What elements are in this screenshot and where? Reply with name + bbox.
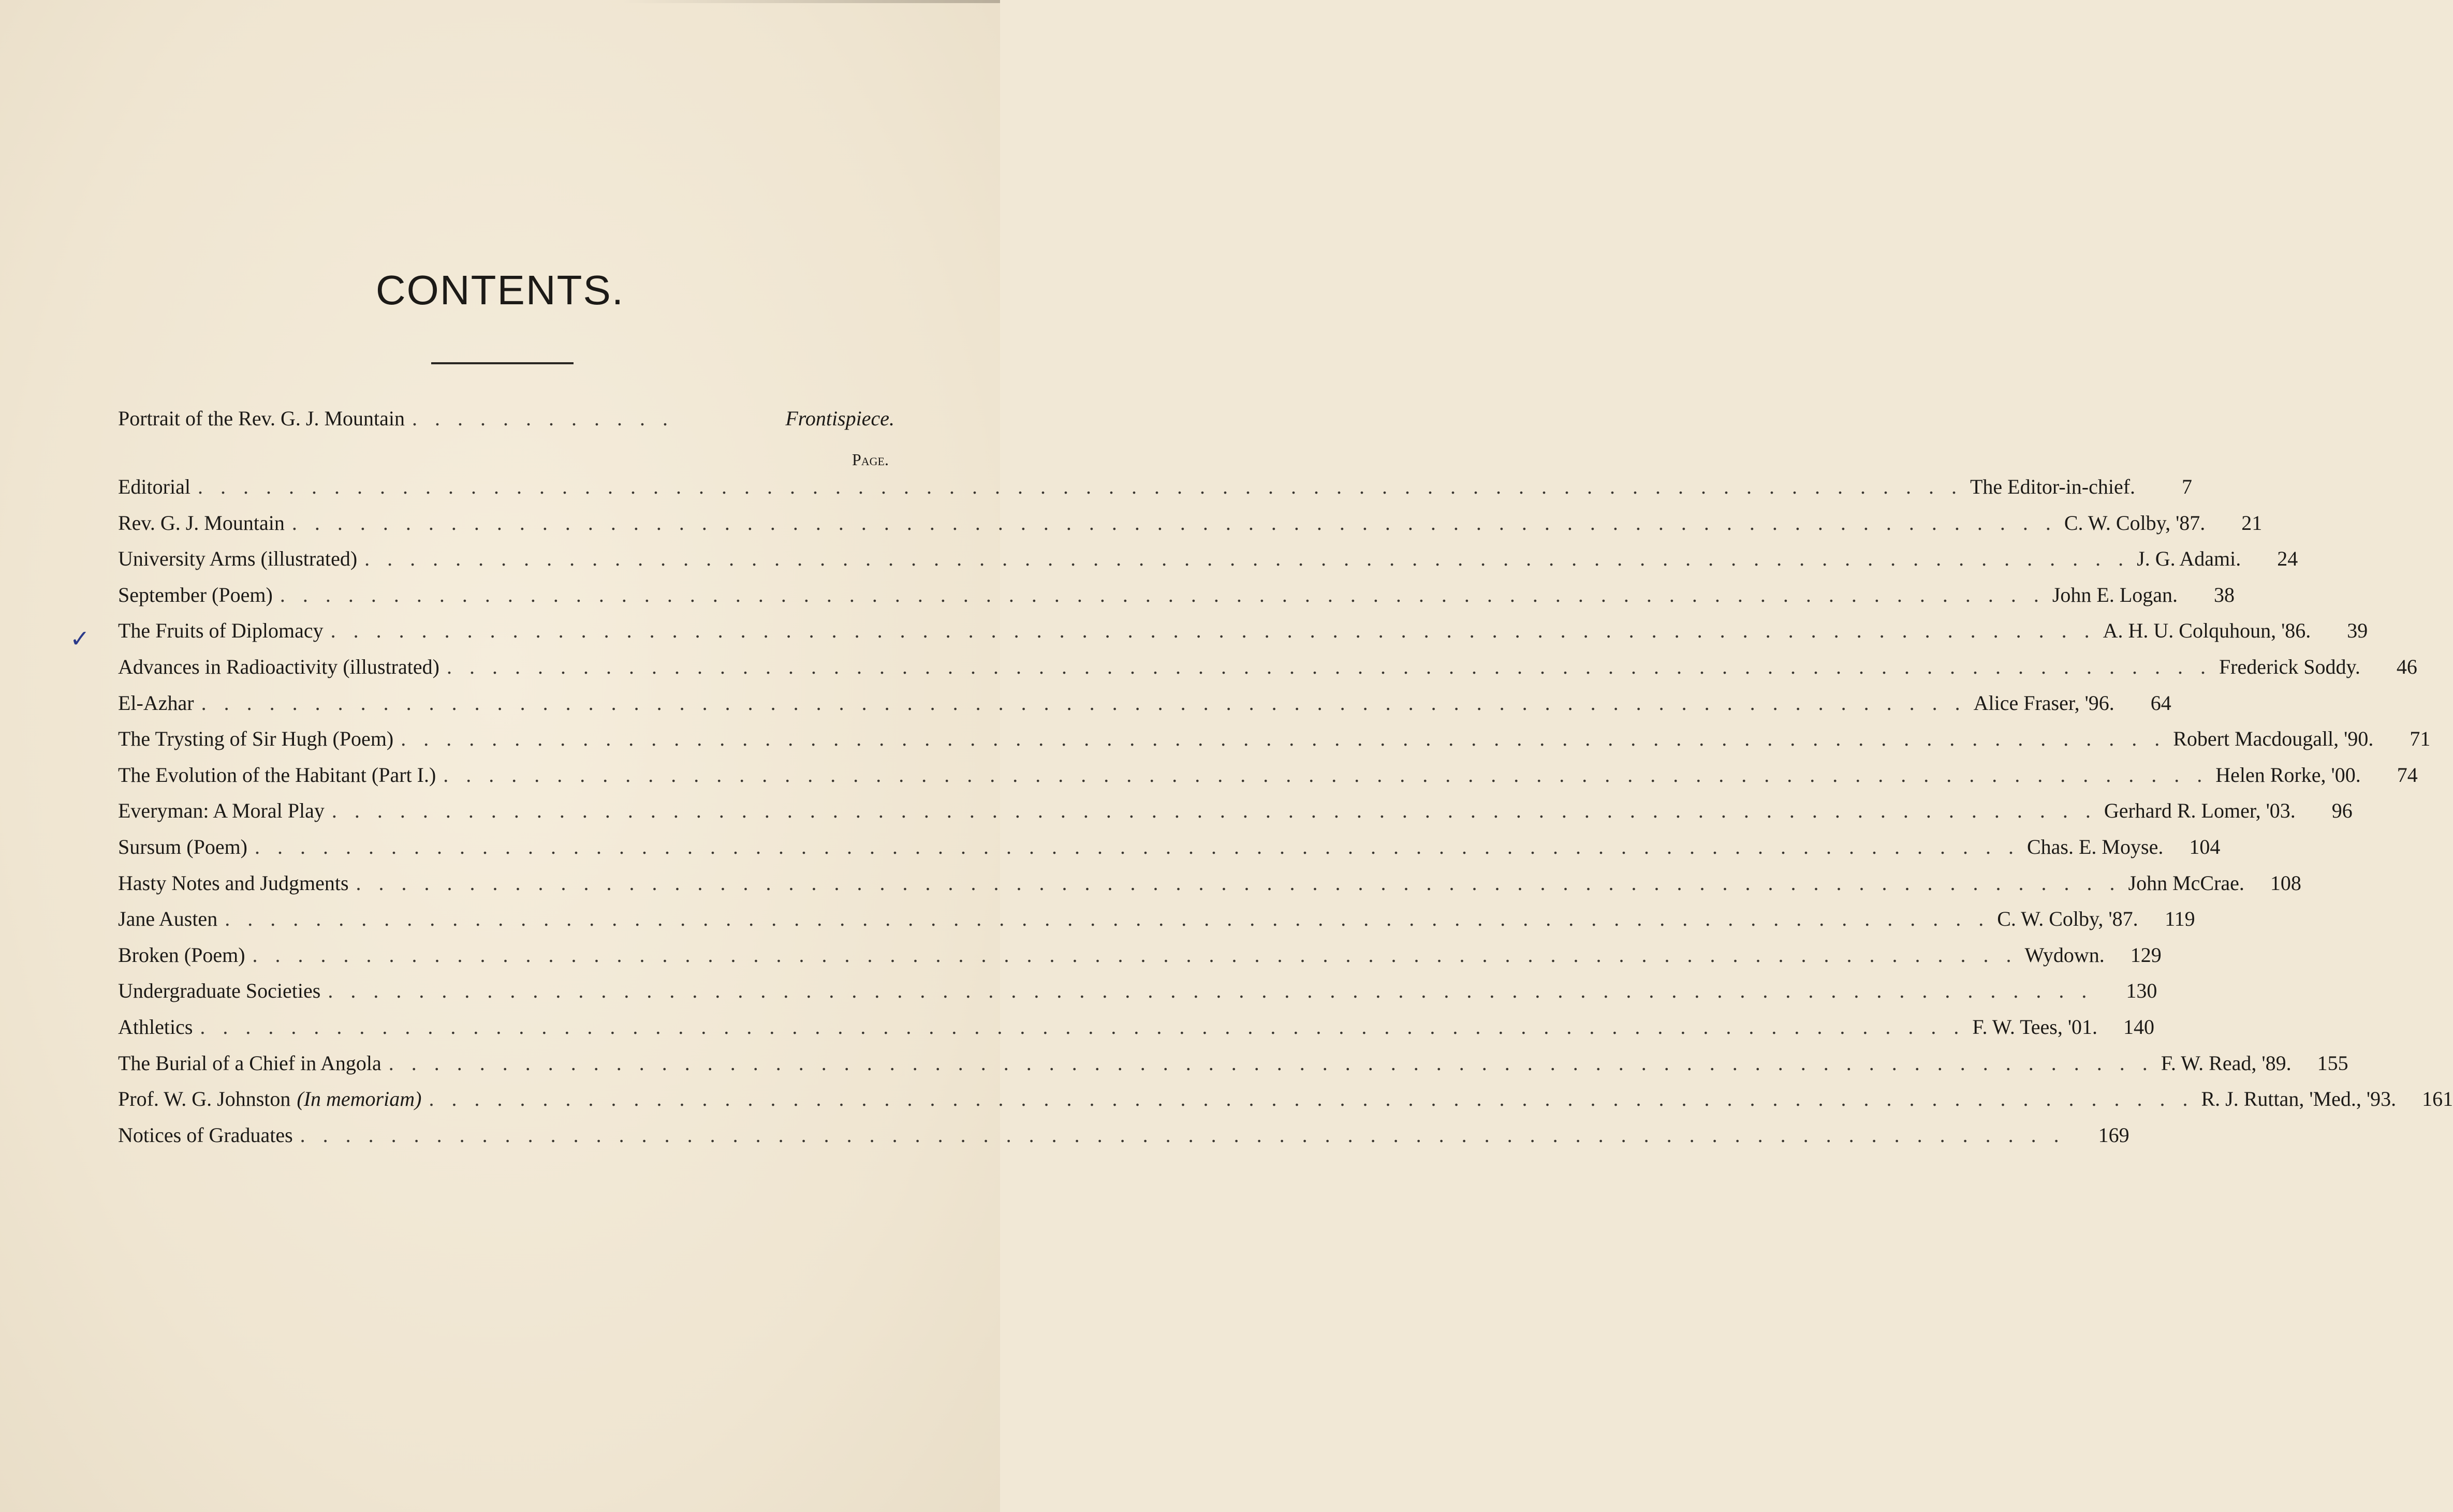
toc-entry xyxy=(118,798,2353,823)
toc-entry-page: 71 xyxy=(2410,727,2431,751)
toc-entry-author: F. W. Tees, '01. xyxy=(1972,1015,2098,1039)
toc-entry-page: 46 xyxy=(2396,655,2417,678)
toc-entry-leader: . . . . . . . . . . . . . . . . . . . . . . . . . . . . . . . . . . . . . . . . . . . . . . . . . . . . . . . . . . . . . . . . . . . . . . . . . . . . . . xyxy=(201,691,1966,715)
toc-entry-page: 7 xyxy=(2182,475,2193,498)
toc-entry xyxy=(118,1015,2155,1040)
toc-entry-title: El-Azhar xyxy=(118,691,194,715)
toc-entry-author: A. H. U. Colquhoun, '86. xyxy=(2103,619,2311,643)
toc-entry-leader: . . . . . . . . . . . . . . . . . . . . . . . . . . . . . . . . . . . . . . . . . . . . . . . . . . . . . . . . . . . . . . . . . . . . . . . . . . . . . . xyxy=(300,1123,2065,1147)
toc-entry-leader: . . . . . . . . . . . . . . . . . . . . . . . . . . . . . . . . . . . . . . . . . . . . . . . . . . . . . . . . . . . . . . . . . . . . . . . . . . . . . . xyxy=(429,1087,2194,1111)
toc-entry-leader: . . . . . . . . . . . . . . . . . . . . . . . . . . . . . . . . . . . . . . . . . . . . . . . . . . . . . . . . . . . . . . . . . . . . . . . . . . . . . . xyxy=(197,475,1963,498)
toc-entry-title: September (Poem) xyxy=(118,583,273,606)
toc-entry xyxy=(118,907,2195,931)
toc-entry-page: 64 xyxy=(2150,691,2171,715)
toc-entry-title: University Arms (illustrated) xyxy=(118,547,358,571)
page-edge-shadow xyxy=(621,0,1000,3)
frontispiece-label: Frontispiece. xyxy=(785,407,894,430)
toc-entry xyxy=(118,691,2171,716)
toc-entry-author: Robert Macdougall, '90. xyxy=(2173,727,2374,751)
frontispiece-title: Portrait of the Rev. G. J. Mountain xyxy=(118,407,405,430)
toc-entry-author: John McCrae. xyxy=(2128,871,2244,895)
handwritten-check-mark: ✓ xyxy=(70,626,90,652)
toc-entry-leader: . . . . . . . . . . . . . . . . . . . . . . . . . . . . . . . . . . . . . . . . . . . . . . . . . . . . . . . . . . . . . . . . . . . . . . . . . . . . . . xyxy=(364,547,2130,571)
toc-entry-leader: . . . . . . . . . . . . . . . . . . . . . . . . . . . . . . . . . . . . . . . . . . . . . . . . . . . . . . . . . . . . . . . . . . . . . . . . . . . . . . xyxy=(446,655,2212,678)
toc-entry-title: Rev. G. J. Mountain xyxy=(118,511,285,535)
toc-entry-author: Helen Rorke, '00. xyxy=(2215,763,2361,787)
toc-entry-author: Alice Fraser, '96. xyxy=(1973,691,2114,715)
toc-entry-title: Prof. W. G. Johnston xyxy=(118,1087,291,1111)
toc-entry-page: 140 xyxy=(2123,1015,2155,1039)
toc-entry-title-italic: (In memoriam) xyxy=(297,1087,422,1111)
toc-entry-title: The Burial of a Chief in Angola xyxy=(118,1051,381,1075)
page-column-heading: Page. xyxy=(851,450,889,469)
contents-heading: CONTENTS. xyxy=(375,267,625,313)
toc-entry-title: Hasty Notes and Judgments xyxy=(118,871,349,895)
toc-entry xyxy=(118,871,2301,896)
toc-entry-leader: . . . . . . . . . . . . . . . . . . . . . . . . . . . . . . . . . . . . . . . . . . . . . . . . . . . . . . . . . . . . . . . . . . . . . . . . . . . . . . xyxy=(252,943,2018,967)
toc-entry xyxy=(118,618,2368,643)
toc-entry-leader: . . . . . . . . . . . . . . . . . . . . . . . . . . . . . . . . . . . . . . . . . . . . . . . . . . . . . . . . . . . . . . . . . . . . . . . . . . . . . . xyxy=(328,979,2093,1003)
toc-entry-page: 119 xyxy=(2165,907,2195,931)
toc-entry-leader: . . . . . . . . . . . . . . . . . . . . . . . . . . . . . . . . . . . . . . . . . . . . . . . . . . . . . . . . . . . . . . . . . . . . . . . . . . . . . . xyxy=(443,763,2209,787)
toc-entry-title: Everyman: A Moral Play xyxy=(118,799,325,823)
toc-entry-page: 39 xyxy=(2347,619,2368,643)
toc-entry xyxy=(118,979,2157,1003)
toc-entry-page: 104 xyxy=(2189,835,2221,858)
toc-entry-title: Advances in Radioactivity (illustrated) xyxy=(118,655,439,678)
toc-entry xyxy=(118,1087,2453,1111)
toc-entry-leader: . . . . . . . . . . . . . . . . . . . . . . . . . . . . . . . . . . . . . . . . . . . . . . . . . . . . . . . . . . . . . . . . . . . . . . . . . . . . . . xyxy=(291,511,2057,535)
toc-entry-author: The Editor-in-chief. xyxy=(1970,475,2136,498)
toc-entry-title: Athletics xyxy=(118,1015,193,1039)
toc-entry xyxy=(118,1123,2129,1148)
toc-entry-page: 108 xyxy=(2270,871,2301,895)
toc-entry-leader: . . . . . . . . . . . . . . . . . . . . . . . . . . . . . . . . . . . . . . . . . . . . . . . . . . . . . . . . . . . . . . . . . . . . . . . . . . . . . . xyxy=(225,907,1990,931)
toc-entry-page: 155 xyxy=(2317,1051,2348,1075)
toc-entry-leader: . . . . . . . . . . . . . . . . . . . . . . . . . . . . . . . . . . . . . . . . . . . . . . . . . . . . . . . . . . . . . . . . . . . . . . . . . . . . . . xyxy=(330,619,2096,643)
toc-entry xyxy=(118,511,2263,536)
toc-entry-author: Gerhard R. Lomer, '03. xyxy=(2104,799,2296,823)
toc-entry-page: 38 xyxy=(2214,583,2235,606)
toc-entry-author: C. W. Colby, '87. xyxy=(2064,511,2206,535)
toc-entry-author: J. G. Adami. xyxy=(2137,547,2241,571)
toc-entry xyxy=(118,655,2417,679)
toc-entry-page: 96 xyxy=(2331,799,2353,823)
toc-entry-leader: . . . . . . . . . . . . . . . . . . . . . . . . . . . . . . . . . . . . . . . . . . . . . . . . . . . . . . . . . . . . . . . . . . . . . . . . . . . . . . xyxy=(401,727,2166,751)
toc-entry-author: Chas. E. Moyse. xyxy=(2027,835,2164,858)
toc-entry-page: 74 xyxy=(2397,763,2418,787)
toc-entry-page: 130 xyxy=(2126,979,2157,1003)
toc-entry-author: Wydown. xyxy=(2024,943,2105,967)
toc-entry xyxy=(118,475,2193,499)
heading-rule xyxy=(431,362,574,364)
toc-entry-page: 161 xyxy=(2422,1087,2453,1111)
toc-entry-page: 21 xyxy=(2241,511,2263,535)
toc-entry-page: 169 xyxy=(2098,1123,2129,1147)
toc-entry-author: R. J. Ruttan, 'Med., '93. xyxy=(2201,1087,2397,1111)
frontispiece-line xyxy=(118,406,894,431)
toc-entry xyxy=(118,583,2235,607)
toc-entry xyxy=(118,1051,2348,1076)
toc-entry xyxy=(118,835,2221,859)
toc-entry-leader: . . . . . . . . . . . . . . . . . . . . . . . . . . . . . . . . . . . . . . . . . . . . . . . . . . . . . . . . . . . . . . . . . . . . . . . . . . . . . . xyxy=(280,583,2045,606)
toc-entry-leader: . . . . . . . . . . . . . . . . . . . . . . . . . . . . . . . . . . . . . . . . . . . . . . . . . . . . . . . . . . . . . . . . . . . . . . . . . . . . . . xyxy=(200,1015,1965,1039)
toc-entry-title: Undergraduate Societies xyxy=(118,979,321,1003)
toc-entry-leader: . . . . . . . . . . . . . . . . . . . . . . . . . . . . . . . . . . . . . . . . . . . . . . . . . . . . . . . . . . . . . . . . . . . . . . . . . . . . . . xyxy=(255,835,2020,858)
toc-entry-author: C. W. Colby, '87. xyxy=(1997,907,2138,931)
toc-entry xyxy=(118,943,2162,968)
toc-entry-author: John E. Logan. xyxy=(2052,583,2178,606)
toc-entry xyxy=(118,727,2431,751)
toc-entry-title: Sursum (Poem) xyxy=(118,835,247,858)
frontispiece-leader: . . . . . . . . . . . . xyxy=(412,407,674,430)
toc-entry-author: F. W. Read, '89. xyxy=(2161,1051,2292,1075)
toc-entry-title: The Evolution of the Habitant (Part I.) xyxy=(118,763,436,787)
toc-entry-title: Notices of Graduates xyxy=(118,1123,293,1147)
toc-entry-page: 24 xyxy=(2277,547,2298,571)
toc-entry-leader: . . . . . . . . . . . . . . . . . . . . . . . . . . . . . . . . . . . . . . . . . . . . . . . . . . . . . . . . . . . . . . . . . . . . . . . . . . . . . . xyxy=(388,1051,2154,1075)
toc-entry-title: Editorial xyxy=(118,475,190,498)
toc-entry-page: 129 xyxy=(2130,943,2162,967)
toc-entry-author: Frederick Soddy. xyxy=(2219,655,2360,678)
toc-entry-leader: . . . . . . . . . . . . . . . . . . . . . . . . . . . . . . . . . . . . . . . . . . . . . . . . . . . . . . . . . . . . . . . . . . . . . . . . . . . . . . xyxy=(331,799,2097,823)
toc-entry xyxy=(118,546,2298,571)
toc-entry-leader: . . . . . . . . . . . . . . . . . . . . . . . . . . . . . . . . . . . . . . . . . . . . . . . . . . . . . . . . . . . . . . . . . . . . . . . . . . . . . . xyxy=(356,871,2121,895)
toc-entry-title: Jane Austen xyxy=(118,907,218,931)
toc-entry-title: The Fruits of Diplomacy xyxy=(118,619,324,643)
toc-entry-title: The Trysting of Sir Hugh (Poem) xyxy=(118,727,394,751)
toc-entry xyxy=(118,763,2418,788)
toc-entry-title: Broken (Poem) xyxy=(118,943,245,967)
